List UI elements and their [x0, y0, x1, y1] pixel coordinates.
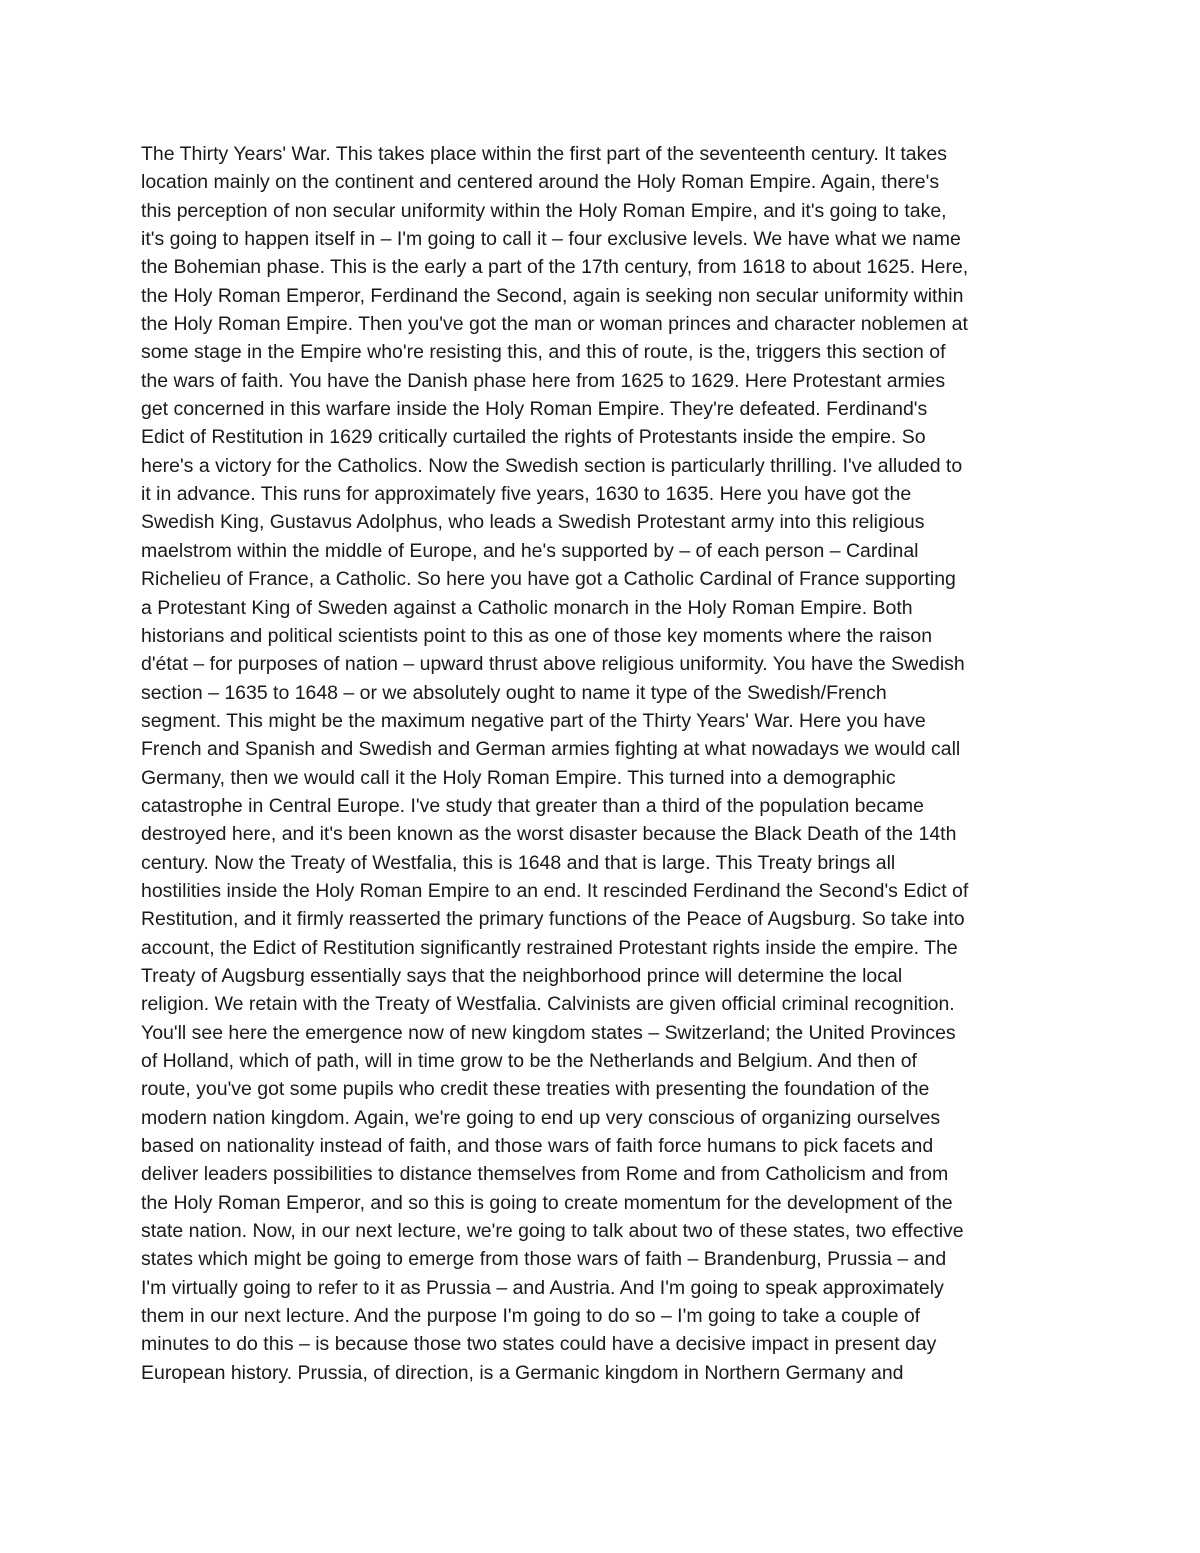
text-line: historians and political scientists point to this as one of those key moments where the raison: [141, 624, 933, 647]
text-line: based on nationality instead of faith, and those wars of faith force humans to pick facets and: [141, 1135, 934, 1158]
text-line: route, you've got some pupils who credit these treaties with presenting the foundation of the: [141, 1078, 930, 1101]
text-line: century. Now the Treaty of Westfalia, this is 1648 and that is large. This Treaty brings all: [141, 851, 896, 874]
text-line: get concerned in this warfare inside the Holy Roman Empire. They're defeated. Ferdinand's: [141, 398, 928, 421]
text-line: minutes to do this – is because those two states could have a decisive impact in present day: [141, 1333, 937, 1356]
text-line: You'll see here the emergence now of new kingdom states – Switzerland; the United Provinces: [141, 1021, 956, 1044]
text-line: segment. This might be the maximum negative part of the Thirty Years' War. Here you have: [141, 709, 926, 732]
text-line: Germany, then we would call it the Holy Roman Empire. This turned into a demographic: [141, 766, 896, 789]
body-paragraph: [141, 140, 1081, 1387]
text-line: here's a victory for the Catholics. Now the Swedish section is particularly thrilling. I've alluded to: [141, 454, 963, 477]
text-line: destroyed here, and it's been known as the worst disaster because the Black Death of the 14th: [141, 823, 957, 846]
text-line: the wars of faith. You have the Danish phase here from 1625 to 1629. Here Protestant armies: [141, 369, 946, 392]
text-line: section – 1635 to 1648 – or we absolutely ought to name it type of the Swedish/French: [141, 681, 887, 704]
text-line: account, the Edict of Restitution significantly restrained Protestant rights inside the empire. The: [141, 936, 958, 959]
text-line: hostilities inside the Holy Roman Empire to an end. It rescinded Ferdinand the Second's Edict of: [141, 879, 969, 902]
text-line: a Protestant King of Sweden against a Catholic monarch in the Holy Roman Empire. Both: [141, 596, 913, 619]
text-line: state nation. Now, in our next lecture, we're going to talk about two of these states, two effective: [141, 1220, 964, 1243]
text-line: Richelieu of France, a Catholic. So here you have got a Catholic Cardinal of France supporting: [141, 568, 956, 591]
text-line: the Holy Roman Empire. Then you've got the man or woman princes and character noblemen at: [141, 313, 968, 336]
text-line: I'm virtually going to refer to it as Prussia – and Austria. And I'm going to speak approximately: [141, 1276, 944, 1299]
text-line: it in advance. This runs for approximately five years, 1630 to 1635. Here you have got the: [141, 483, 912, 506]
text-line: Edict of Restitution in 1629 critically curtailed the rights of Protestants inside the empire. So: [141, 426, 926, 449]
text-line: location mainly on the continent and centered around the Holy Roman Empire. Again, there's: [141, 171, 940, 194]
text-line: Treaty of Augsburg essentially says that the neighborhood prince will determine the local: [141, 964, 903, 987]
text-line: d'état – for purposes of nation – upward thrust above religious uniformity. You have the Swedish: [141, 653, 965, 676]
text-line: catastrophe in Central Europe. I've study that greater than a third of the population became: [141, 794, 924, 817]
text-line: The Thirty Years' War. This takes place within the first part of the seventeenth century. It takes: [141, 143, 947, 165]
text-line: of Holland, which of path, will in time grow to be the Netherlands and Belgium. And then of: [141, 1050, 917, 1072]
text-line: states which might be going to emerge from those wars of faith – Brandenburg, Prussia – and: [141, 1248, 947, 1271]
text-line: Restitution, and it firmly reasserted the primary functions of the Peace of Augsburg. So take into: [141, 908, 965, 931]
text-line: French and Spanish and Swedish and German armies fighting at what nowadays we would call: [141, 738, 961, 761]
text-line: the Holy Roman Emperor, Ferdinand the Second, again is seeking non secular uniformity within: [141, 284, 964, 307]
text-line: the Bohemian phase. This is the early a part of the 17th century, from 1618 to about 1625. Here,: [141, 256, 969, 279]
text-line: them in our next lecture. And the purpose I'm going to do so – I'm going to take a couple of: [141, 1305, 921, 1328]
text-line: some stage in the Empire who're resisting this, and this of route, is the, triggers this section of: [141, 341, 946, 364]
text-line: European history. Prussia, of direction, is a Germanic kingdom in Northern Germany and: [141, 1361, 904, 1384]
text-line: maelstrom within the middle of Europe, and he's supported by – of each person – Cardinal: [141, 539, 919, 562]
text-line: deliver leaders possibilities to distance themselves from Rome and from Catholicism and from: [141, 1163, 949, 1186]
text-line: religion. We retain with the Treaty of Westfalia. Calvinists are given official criminal recognition.: [141, 993, 955, 1016]
text-line: this perception of non secular uniformity within the Holy Roman Empire, and it's going to take,: [141, 199, 947, 222]
text-line: modern nation kingdom. Again, we're going to end up very conscious of organizing ourselves: [141, 1106, 941, 1129]
text-line: the Holy Roman Emperor, and so this is going to create momentum for the development of the: [141, 1191, 953, 1214]
text-line: it's going to happen itself in – I'm going to call it – four exclusive levels. We have what we name: [141, 228, 961, 251]
text-line: Swedish King, Gustavus Adolphus, who leads a Swedish Protestant army into this religious: [141, 511, 925, 534]
